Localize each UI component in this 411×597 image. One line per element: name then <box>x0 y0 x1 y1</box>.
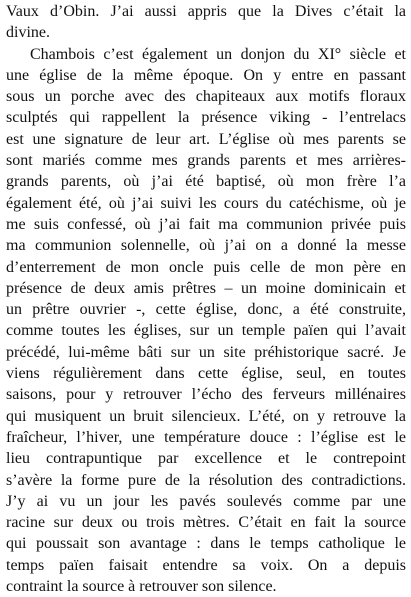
text-line-7: est une signature de leur art. L’église où mes parents se <box>6 130 406 148</box>
text-line-17: précédé, lui-même bâti sur un site préhistorique sacré. Je <box>6 343 406 361</box>
text-line-21: fraîcheur, l’hiver, une température douce : l’église est le <box>6 428 406 446</box>
text-line-23: s’avère la forme pure de la résolution des contradictions. <box>6 471 406 489</box>
text-line-16: comme toutes les églises, sur un temple païen qui l’avait <box>6 322 406 340</box>
text-line-9: grands parents, où j’ai été baptisé, où mon frère l’a <box>6 173 406 191</box>
text-line-13: d’enterrement de mon oncle puis celle de mon père en <box>6 258 406 276</box>
text-line-22: lieu contrapuntique par excellence et le contrepoint <box>6 450 406 468</box>
text-line-25: racine sur deux ou trois mètres. C’était en fait la source <box>6 514 406 532</box>
text-line-10: également été, où j’ai suivi les cours du catéchisme, où je <box>6 194 406 212</box>
text-line-14: présence de deux amis prêtres – un moine dominicain et <box>6 279 406 297</box>
text-line-8: sont mariés comme mes grands parents et mes arrières- <box>6 152 406 170</box>
text-line-24: J’y ai vu un jour les pavés soulevés comme par une <box>6 492 406 510</box>
text-line-20: qui musiquent un bruit silencieux. L’été, on y retrouve la <box>6 407 406 425</box>
text-line-12: ma communion solennelle, où j’ai on a donné la messe <box>6 237 406 255</box>
text-line-4: une église de la même époque. On y entre en passant <box>6 66 406 84</box>
text-line-27: temps païen faisait entendre sa voix. On a depuis <box>6 556 406 574</box>
text-line-15: un prêtre ouvrier -, cette église, donc, a été construite, <box>6 301 406 319</box>
text-line-1: Vaux d’Obin. J’ai aussi appris que la Dives c’était la <box>6 3 406 20</box>
text-line-28: contraint la source à retrouver son silence. <box>6 578 277 596</box>
text-line-6: sculptés qui rappellent la présence viking - l’entrelacs <box>6 109 406 127</box>
text-line-11: me suis confessé, où j’ai fait ma communion privée puis <box>6 215 406 233</box>
text-line-3: Chambois c’est également un donjon du XI° siècle et <box>30 45 406 63</box>
text-line-19: saisons, pour y retrouver l’écho des ferveurs millénaires <box>6 386 406 404</box>
text-line-18: viens régulièrement dans cette église, seul, en toutes <box>6 365 406 383</box>
text-line-5: sous un porche avec des chapiteaux aux motifs floraux <box>6 88 406 106</box>
text-line-2: divine. <box>6 24 50 42</box>
text-line-26: qui poussait son avantage : dans le temps catholique le <box>6 535 406 553</box>
